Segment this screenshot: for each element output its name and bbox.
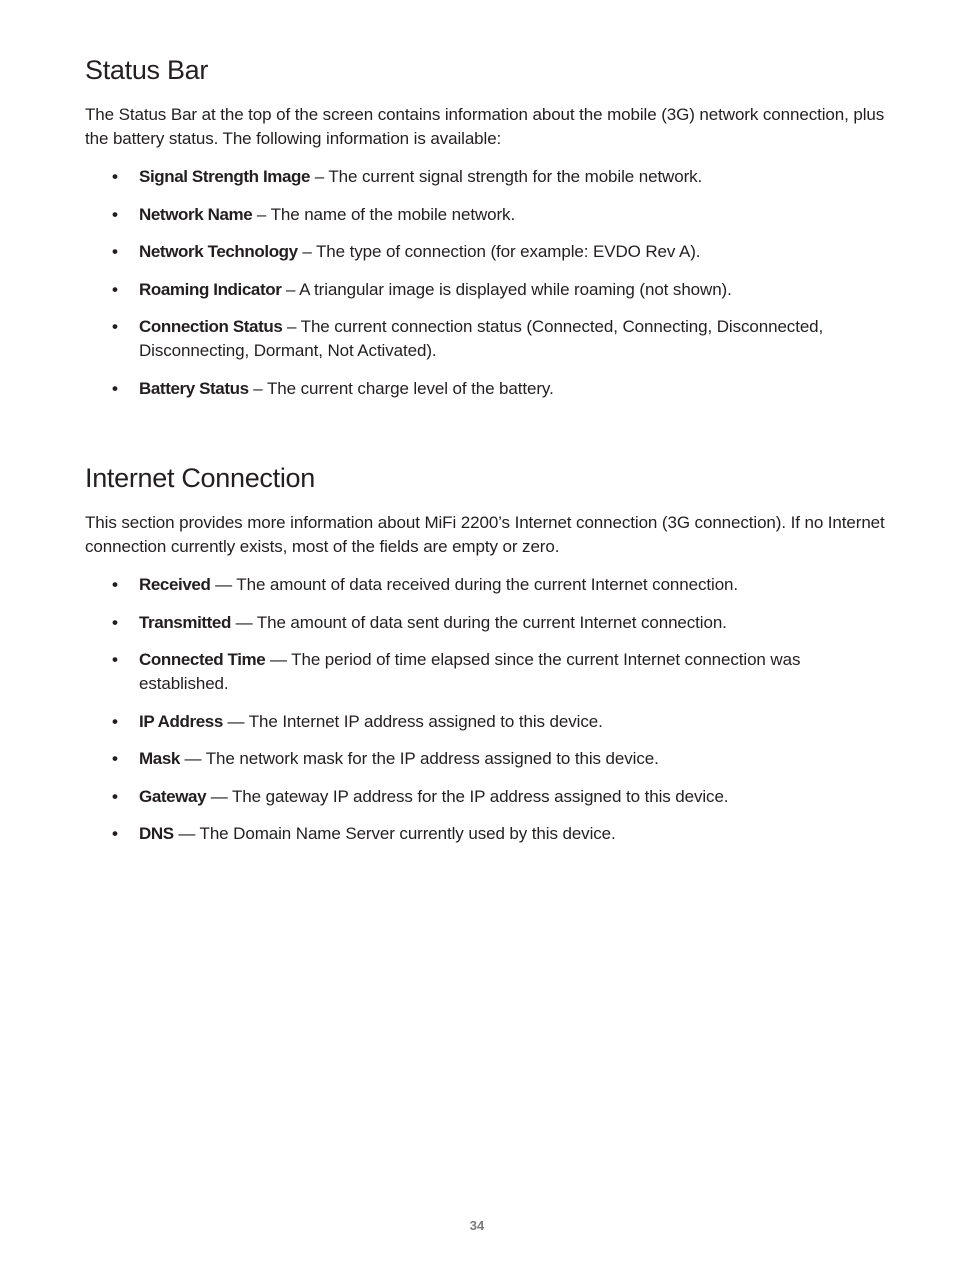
list-item-term: Battery Status (139, 378, 249, 398)
list-item-term: Connected Time (139, 650, 266, 669)
list-item-term: Transmitted (139, 612, 231, 632)
bullet: • (112, 317, 118, 336)
status-bar-intro: The Status Bar at the top of the screen contains information about the mobile (3G) network connection, plus the battery status. The following information is available: (85, 105, 885, 148)
list-item-desc: – The name of the mobile network. (252, 204, 516, 224)
list-item-desc: — The network mask for the IP address assigned to this device. (179, 749, 659, 768)
bullet: • (112, 824, 118, 843)
status-bar-list (85, 165, 885, 414)
list-item-desc: — The amount of data sent during the current Internet connection. (230, 612, 727, 632)
list-item-desc: — The period of time elapsed since the current Internet connection was established. (139, 650, 801, 693)
bullet: • (112, 378, 118, 398)
list-item-desc: – The type of connection (for example: EVDO Rev A). (297, 242, 701, 261)
list-item-desc: — The amount of data received during the current Internet connection. (210, 575, 739, 594)
list-item (85, 611, 885, 635)
list-item-desc: – A triangular image is displayed while roaming (not shown). (281, 279, 732, 299)
bullet: • (112, 650, 118, 669)
list-item-term: Roaming Indicator (139, 279, 282, 299)
list-item (85, 822, 885, 846)
section-heading-status-bar: Status Bar (85, 55, 209, 85)
list-item (85, 573, 885, 597)
list-item-term: Received (139, 575, 211, 594)
list-item (85, 747, 885, 771)
bullet: • (112, 749, 118, 768)
list-item-term: Connection Status (139, 317, 283, 336)
list-item-desc: – The current connection status (Connected, Connecting, Disconnected, Disconnecting, Dormant, Not Activated). (139, 317, 824, 360)
section-heading-internet-connection: Internet Connection (85, 463, 315, 493)
list-item (85, 203, 885, 227)
list-item-desc: — The Internet IP address assigned to this device. (222, 711, 603, 731)
internet-connection-intro: This section provides more information about MiFi 2200’s Internet connection (3G connection). If no Internet connection currently exists, most of the fields are empty or zero. (85, 513, 885, 556)
list-item-term: Gateway (139, 786, 207, 806)
list-item-term: DNS (139, 824, 174, 843)
bullet: • (112, 242, 118, 261)
bullet: • (112, 204, 118, 224)
list-item-desc: – The current charge level of the battery. (248, 378, 554, 398)
list-item (85, 710, 885, 734)
bullet: • (112, 612, 118, 632)
list-item-term: IP Address (139, 711, 223, 731)
internet-connection-list (85, 573, 885, 860)
bullet: • (112, 167, 118, 186)
bullet: • (112, 786, 118, 806)
list-item-desc: — The Domain Name Server currently used by this device. (173, 824, 616, 843)
list-item-desc: — The gateway IP address for the IP address assigned to this device. (206, 786, 729, 806)
list-item (85, 165, 885, 189)
list-item-term: Network Technology (139, 242, 298, 261)
list-item (85, 315, 885, 363)
page-number: 34 (469, 1218, 485, 1233)
list-item-term: Signal Strength Image (139, 167, 311, 186)
list-item (85, 785, 885, 809)
bullet: • (112, 575, 118, 594)
bullet: • (112, 279, 118, 299)
list-item-desc: – The current signal strength for the mobile network. (310, 167, 703, 186)
list-item (85, 377, 885, 401)
bullet: • (112, 711, 118, 731)
list-item-term: Mask (139, 749, 180, 768)
list-item (85, 278, 885, 302)
list-item (85, 240, 885, 264)
list-item (85, 648, 885, 696)
list-item-term: Network Name (139, 204, 253, 224)
